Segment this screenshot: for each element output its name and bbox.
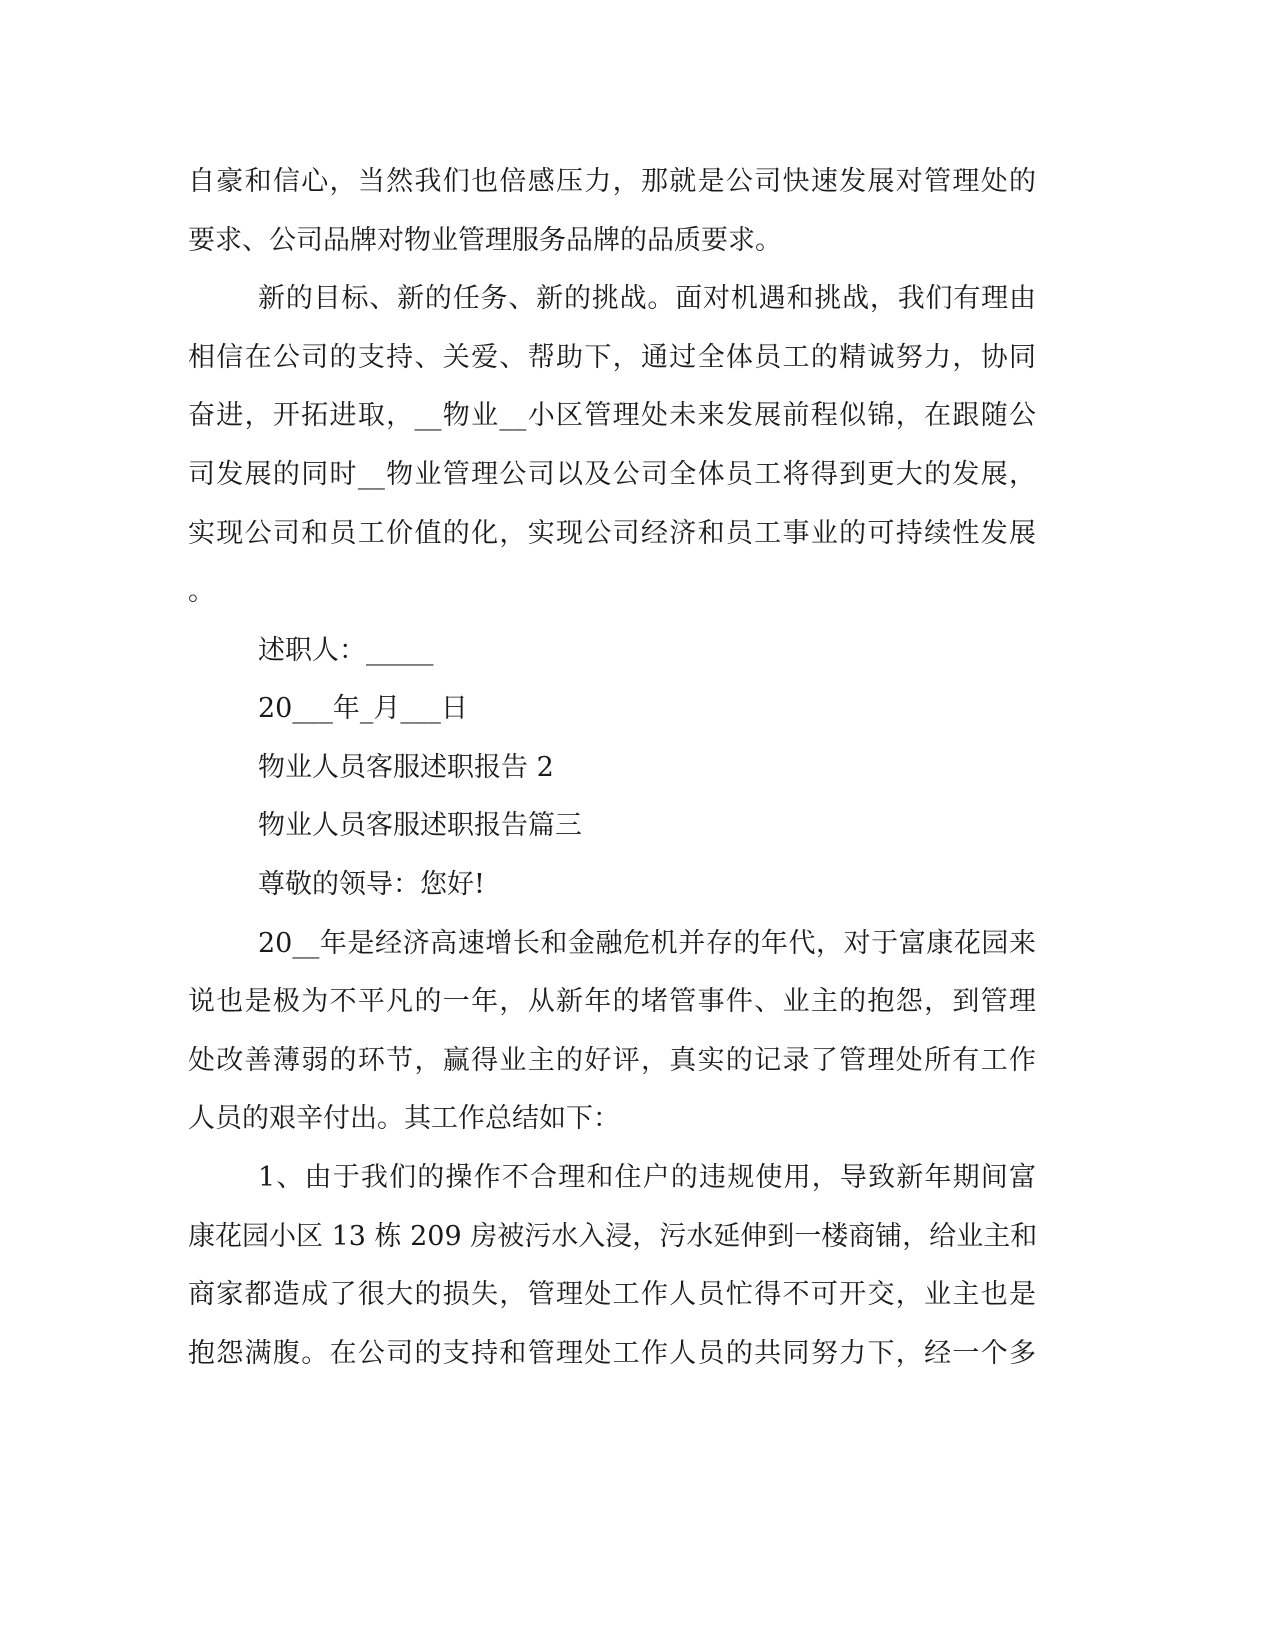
paragraph-line: 自豪和信心，当然我们也倍感压力，那就是公司快速发展对管理处的 xyxy=(188,166,1036,197)
paragraph-line: 20__年是经济高速增长和金融危机并存的年代，对于富康花园来 xyxy=(258,928,1036,959)
paragraph-line: 1、由于我们的操作不合理和住户的违规使用，导致新年期间富 xyxy=(258,1162,1036,1193)
date-line: 20___年_月___日 xyxy=(258,693,468,724)
paragraph-line: 商家都造成了很大的损失，管理处工作人员忙得不可开交，业主也是 xyxy=(188,1279,1036,1310)
paragraph-line: 说也是极为不平凡的一年，从新年的堵管事件、业主的抱怨，到管理 xyxy=(188,986,1036,1017)
salutation: 尊敬的领导：您好! xyxy=(258,869,485,900)
section-title: 物业人员客服述职报告篇三 xyxy=(258,810,582,841)
paragraph-line: 抱怨满腹。在公司的支持和管理处工作人员的共同努力下，经一个多 xyxy=(188,1338,1036,1369)
paragraph-line: 要求、公司品牌对物业管理服务品牌的品质要求。 xyxy=(188,225,782,256)
paragraph-line: 处改善薄弱的环节，赢得业主的好评，真实的记录了管理处所有工作 xyxy=(188,1045,1036,1076)
signer-line: 述职人：_____ xyxy=(258,635,434,666)
paragraph-line: 。 xyxy=(188,576,215,607)
paragraph-line: 实现公司和员工价值的化，实现公司经济和员工事业的可持续性发展 xyxy=(188,518,1036,549)
paragraph-line: 奋进，开拓进取，__物业__小区管理处未来发展前程似锦，在跟随公 xyxy=(188,400,1036,431)
paragraph-line: 人员的艰辛付出。其工作总结如下： xyxy=(188,1103,620,1134)
paragraph-line: 司发展的同时__物业管理公司以及公司全体员工将得到更大的发展， xyxy=(188,459,1036,490)
paragraph-line: 新的目标、新的任务、新的挑战。面对机遇和挑战，我们有理由 xyxy=(258,283,1036,314)
paragraph-line: 相信在公司的支持、关爱、帮助下，通过全体员工的精诚努力，协同 xyxy=(188,342,1036,373)
section-title: 物业人员客服述职报告 2 xyxy=(258,752,554,783)
paragraph-line: 康花园小区 13 栋 209 房被污水入浸，污水延伸到一楼商铺，给业主和 xyxy=(188,1221,1038,1252)
